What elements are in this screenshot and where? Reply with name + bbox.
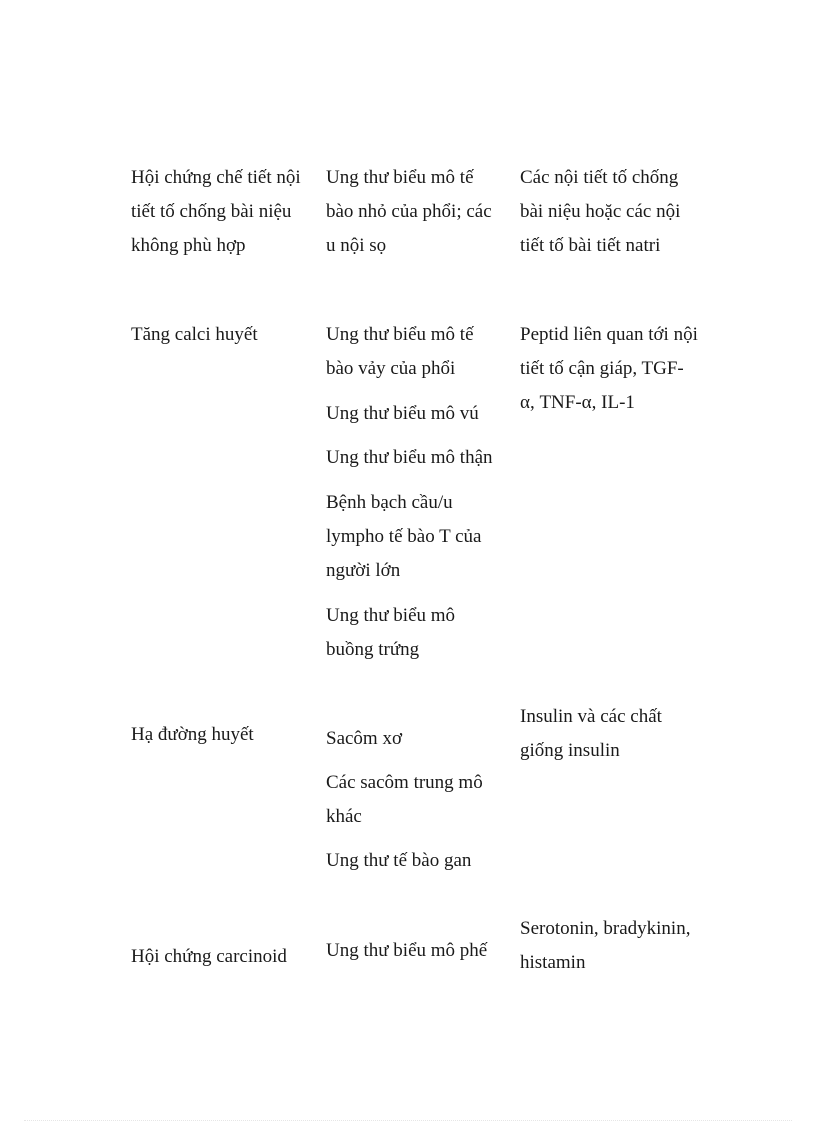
text-line: Các nội tiết tố chống	[520, 167, 679, 188]
mechanism-cell	[520, 161, 715, 263]
text-line: histamin	[520, 952, 586, 973]
text-line: α, TNF-α, IL-1	[520, 392, 635, 413]
text-line: Ung thư biểu mô phế	[326, 940, 488, 961]
text-line: Các sacôm trung mô	[326, 772, 483, 793]
tumor-cell	[326, 397, 511, 431]
tumor-cell	[326, 318, 511, 386]
condition-cell	[131, 940, 316, 974]
condition-cell	[131, 718, 316, 752]
tumor-cell	[326, 934, 511, 968]
text-line: Hội chứng chế tiết nội	[131, 167, 301, 188]
tumor-cell	[326, 599, 511, 667]
mechanism-cell	[520, 318, 715, 420]
text-line: Tăng calci huyết	[131, 324, 258, 345]
text-line: Insulin và các chất	[520, 706, 662, 727]
text-line: bào nhỏ của phổi; các	[326, 201, 492, 222]
text-line: khác	[326, 806, 362, 827]
text-line: Hạ đường huyết	[131, 724, 254, 745]
text-line: giống insulin	[520, 740, 620, 761]
text-line: bào vảy của phổi	[326, 358, 456, 379]
text-line: Peptid liên quan tới nội	[520, 324, 698, 345]
text-line: Ung thư tế bào gan	[326, 850, 472, 871]
text-line: bài niệu hoặc các nội	[520, 201, 681, 222]
tumor-cell	[326, 844, 511, 878]
text-line: người lớn	[326, 560, 401, 581]
mechanism-cell	[520, 912, 715, 980]
text-line: Sacôm xơ	[326, 728, 403, 749]
tumor-cell	[326, 722, 511, 756]
text-line: tiết tố bài tiết natri	[520, 235, 661, 256]
text-line: tiết tố cận giáp, TGF-	[520, 358, 684, 379]
text-line: buồng trứng	[326, 639, 420, 660]
tumor-cell	[326, 486, 511, 588]
text-line: Ung thư biểu mô thận	[326, 447, 493, 468]
page-bottom-rule	[24, 1120, 792, 1121]
mechanism-cell	[520, 700, 715, 768]
text-line: không phù hợp	[131, 235, 246, 256]
text-line: lympho tế bào T của	[326, 526, 482, 547]
tumor-cell	[326, 441, 511, 475]
text-line: Ung thư biểu mô vú	[326, 403, 479, 424]
text-line: Hội chứng carcinoid	[131, 946, 287, 967]
text-line: u nội sọ	[326, 235, 387, 256]
tumor-cell	[326, 161, 511, 263]
text-line: Bệnh bạch cầu/u	[326, 492, 453, 513]
text-line: Serotonin, bradykinin,	[520, 918, 691, 939]
condition-cell	[131, 161, 316, 263]
tumor-cell	[326, 766, 511, 834]
text-line: Ung thư biểu mô tế	[326, 324, 474, 345]
text-line: Ung thư biểu mô	[326, 605, 456, 626]
text-line: Ung thư biểu mô tế	[326, 167, 474, 188]
condition-cell	[131, 318, 316, 352]
text-line: tiết tố chống bài niệu	[131, 201, 292, 222]
